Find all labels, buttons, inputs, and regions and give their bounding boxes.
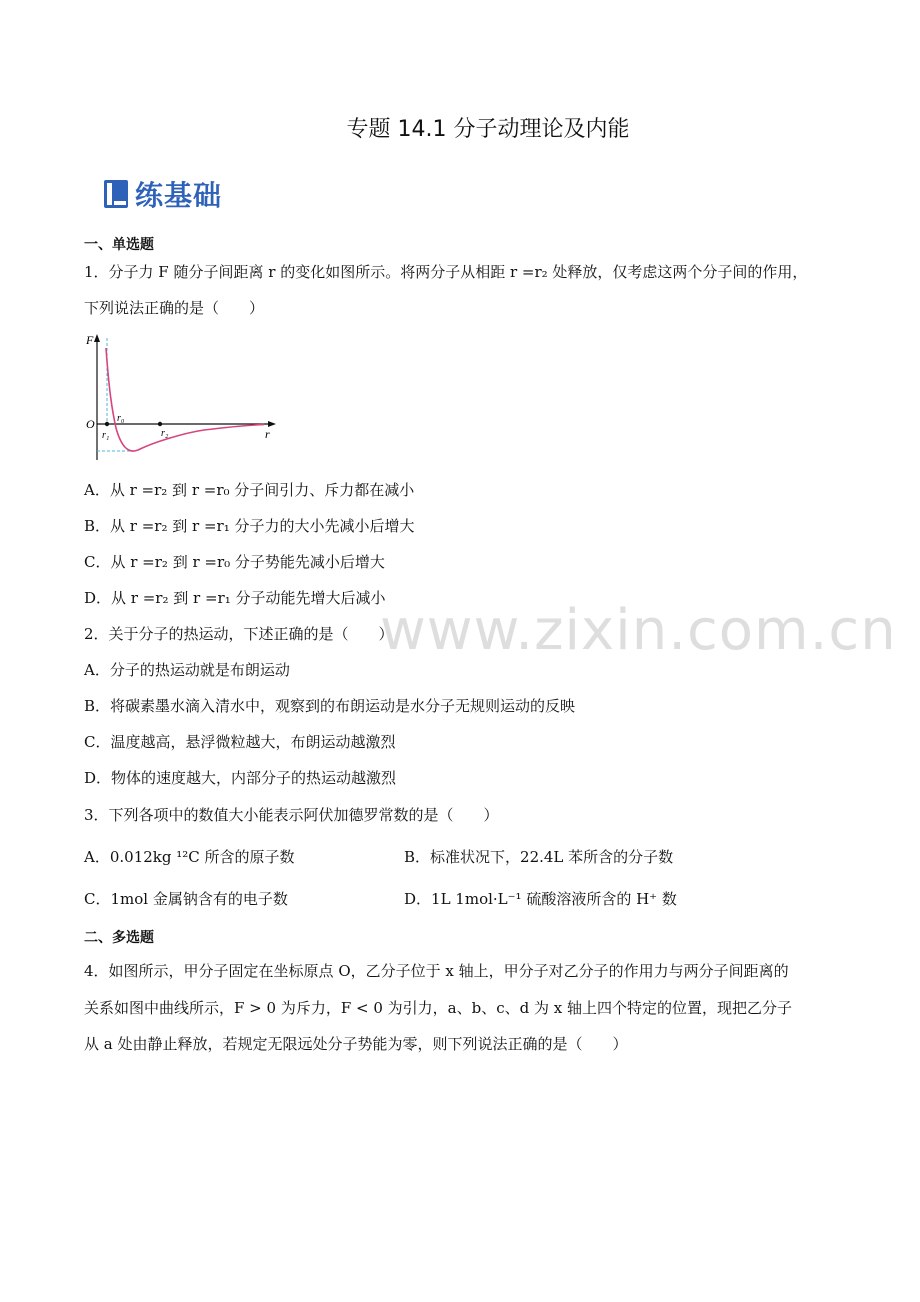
r0-label: r₀ bbox=[117, 413, 125, 424]
section-heading-single: 一、单选题 bbox=[84, 237, 154, 253]
watermark: www.zixin.com.cn bbox=[380, 598, 897, 663]
q4-stem-line1: 4．如图所示，甲分子固定在坐标原点 O，乙分子位于 x 轴上，甲分子对乙分子的作用力与两分子间距离的 bbox=[84, 962, 789, 980]
q2-stem: 2．关于分子的热运动，下述正确的是（ ） bbox=[84, 625, 394, 643]
q1-option-d: D．从 r =r₂ 到 r =r₁ 分子动能先增大后减小 bbox=[84, 589, 386, 607]
r1-label: r₁ bbox=[102, 430, 110, 441]
q3-option-b: B．标准状况下，22.4L 苯所含的分子数 bbox=[404, 848, 674, 866]
q3-option-d: D．1L 1mol·L⁻¹ 硫酸溶液所含的 H⁺ 数 bbox=[404, 890, 677, 908]
force-distance-graph bbox=[84, 330, 284, 466]
r2-point bbox=[158, 422, 162, 426]
q3-option-c: C．1mol 金属钠含有的电子数 bbox=[84, 890, 288, 908]
section-heading-multi: 二、多选题 bbox=[84, 930, 154, 946]
q1-option-c: C．从 r =r₂ 到 r =r₀ 分子势能先减小后增大 bbox=[84, 553, 385, 571]
y-axis-arrow bbox=[94, 334, 100, 342]
axis-label-F: F bbox=[86, 333, 94, 347]
origin-label: O bbox=[86, 417, 95, 431]
axis-label-r: r bbox=[265, 427, 270, 441]
q1-option-b: B．从 r =r₂ 到 r =r₁ 分子力的大小先减小后增大 bbox=[84, 517, 415, 535]
book-icon bbox=[103, 179, 129, 209]
q2-option-c: C．温度越高，悬浮微粒越大，布朗运动越激烈 bbox=[84, 733, 396, 751]
banner-text: 练基础 bbox=[135, 179, 223, 212]
q2-option-a: A．分子的热运动就是布朗运动 bbox=[84, 661, 290, 679]
q1-stem-line1: 1．分子力 F 随分子间距离 r 的变化如图所示。将两分子从相距 r =r₂ 处释放，仅考虑这两个分子间的作用， bbox=[84, 263, 808, 281]
q3-option-a: A．0.012kg ¹²C 所含的原子数 bbox=[84, 848, 295, 866]
q4-stem-line2: 关系如图中曲线所示，F > 0 为斥力，F < 0 为引力，a、b、c、d 为 x 轴上四个特定的位置，现把乙分子 bbox=[84, 999, 792, 1017]
q3-stem: 3．下列各项中的数值大小能表示阿伏加德罗常数的是（ ） bbox=[84, 806, 499, 824]
q1-stem-line2: 下列说法正确的是（ ） bbox=[84, 299, 265, 317]
q2-option-d: D．物体的速度越大，内部分子的热运动越激烈 bbox=[84, 769, 397, 787]
section-banner bbox=[103, 176, 222, 212]
force-curve bbox=[106, 348, 264, 451]
q2-option-b: B．将碳素墨水滴入清水中，观察到的布朗运动是水分子无规则运动的反映 bbox=[84, 697, 576, 715]
q1-option-a: A．从 r =r₂ 到 r =r₀ 分子间引力、斥力都在减小 bbox=[84, 481, 415, 499]
page-title: 专题 14.1 分子动理论及内能 bbox=[346, 117, 630, 142]
r1-point bbox=[105, 422, 109, 426]
q4-stem-line3: 从 a 处由静止释放，若规定无限远处分子势能为零，则下列说法正确的是（ ） bbox=[84, 1035, 628, 1053]
r2-label: r₂ bbox=[161, 428, 169, 439]
